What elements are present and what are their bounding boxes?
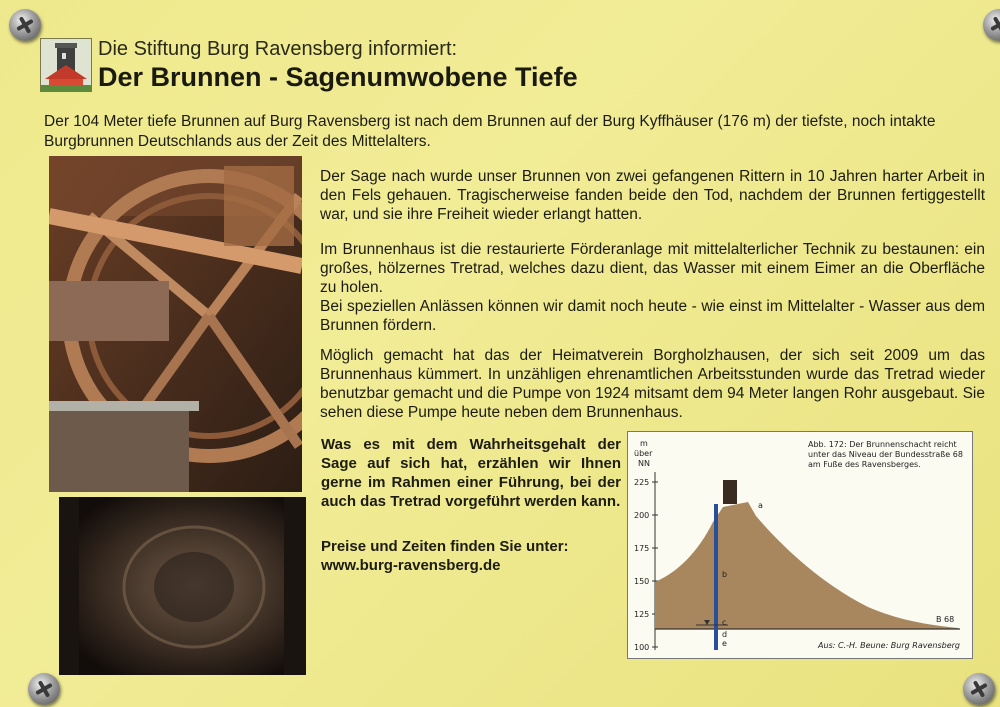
treadwheel-paragraph (320, 240, 985, 335)
tour-info-text: Was es mit dem Wahrheitsgehalt der Sage auf sich hat, erzählen wir Ihnen gerne im Rahmen einer Führung, bei der auch das Tretrad vorgeführt werden kann. (321, 436, 621, 510)
intro-text: Der 104 Meter tiefe Brunnen auf Burg Ravensberg ist nach dem Brunnen auf der Burg Kyffhäuser (176 m) der tiefste, noch intakte Burgbrunnen Deutschlands aus der Zeit des Mittelalters. (44, 113, 936, 150)
label-c: c (722, 618, 727, 627)
treadwheel-description: Im Brunnenhaus ist die restaurierte Förderanlage mit mittelalterlicher Technik zu bestaunen: ein großes, hölzernes Tretrad, welches dazu dient, das Wasser mit einem Eimer an die Oberfläche zu holen. (320, 241, 985, 296)
heimatverein-paragraph: Möglich gemacht hat das der Heimatverein Borgholzhausen, der sich seit 2009 um das Brunnenhaus kümmert. In unzähligen ehrenamtlichen Arbeitsstunden wurde das Tretrad wieder benutzbar gemacht und die Pumpe von 1924 mitsamt dem 94 Meter langen Rohr ausgebaut. Sie sehen diese Pumpe heute neben dem Brunnenhaus. (320, 347, 985, 421)
label-a: a (758, 501, 763, 510)
tick-200: 200 (634, 511, 650, 520)
special-events-text: Bei speziellen Anlässen können wir damit noch heute - wie einst im Mittelalter - Wasser aus dem Brunnen fördern. (320, 298, 985, 334)
label-d: d (722, 630, 728, 639)
tower-shape (723, 480, 737, 504)
axis-unit-m: m (640, 439, 648, 448)
well-shaft-photo (59, 497, 306, 675)
axis-unit-nn: NN (638, 459, 650, 468)
diagram-source: Aus: C.-H. Beune: Burg Ravensberg (818, 641, 960, 650)
mountain-profile (655, 502, 958, 629)
tick-100: 100 (634, 643, 650, 652)
axis-unit-ueber: über (634, 449, 653, 458)
screw-bottom-left-icon (28, 673, 60, 705)
screw-top-right-icon (983, 9, 1000, 41)
label-e: e (722, 639, 727, 648)
prices-block (321, 537, 621, 575)
tick-125: 125 (634, 610, 650, 619)
treadwheel-photo (49, 156, 302, 492)
tick-175: 175 (634, 544, 650, 553)
y-axis-ticks (634, 478, 658, 652)
label-b: b (722, 570, 728, 579)
legend-paragraph: Der Sage nach wurde unser Brunnen von zwei gefangenen Rittern in 10 Jahren harter Arbeit in den Fels gehauen. Tragischerweise fanden beide den Tod, nachdem der Brunnen fertiggestellt war, und sie ihre Freiheit wieder erlangt hatten. (320, 168, 985, 223)
screw-top-left-icon (9, 9, 41, 41)
website-link[interactable]: www.burg-ravensberg.de (321, 557, 501, 574)
label-road: B 68 (936, 615, 955, 624)
sign-title: Der Brunnen - Sagenumwobene Tiefe (98, 62, 578, 92)
tick-225: 225 (634, 478, 650, 487)
screw-bottom-right-icon (963, 673, 995, 705)
prices-label: Preise und Zeiten finden Sie unter: (321, 538, 569, 555)
well-cross-section-diagram (627, 431, 973, 659)
foundation-logo (40, 38, 92, 92)
diagram-caption: Abb. 172: Der Brunnenschacht reicht unter das Niveau der Bundesstraße 68 am Fuße des Ravensberges. (808, 440, 963, 469)
well-shaft-line (714, 504, 718, 650)
sign-subtitle: Die Stiftung Burg Ravensberg informiert: (98, 38, 458, 60)
tick-150: 150 (634, 577, 650, 586)
